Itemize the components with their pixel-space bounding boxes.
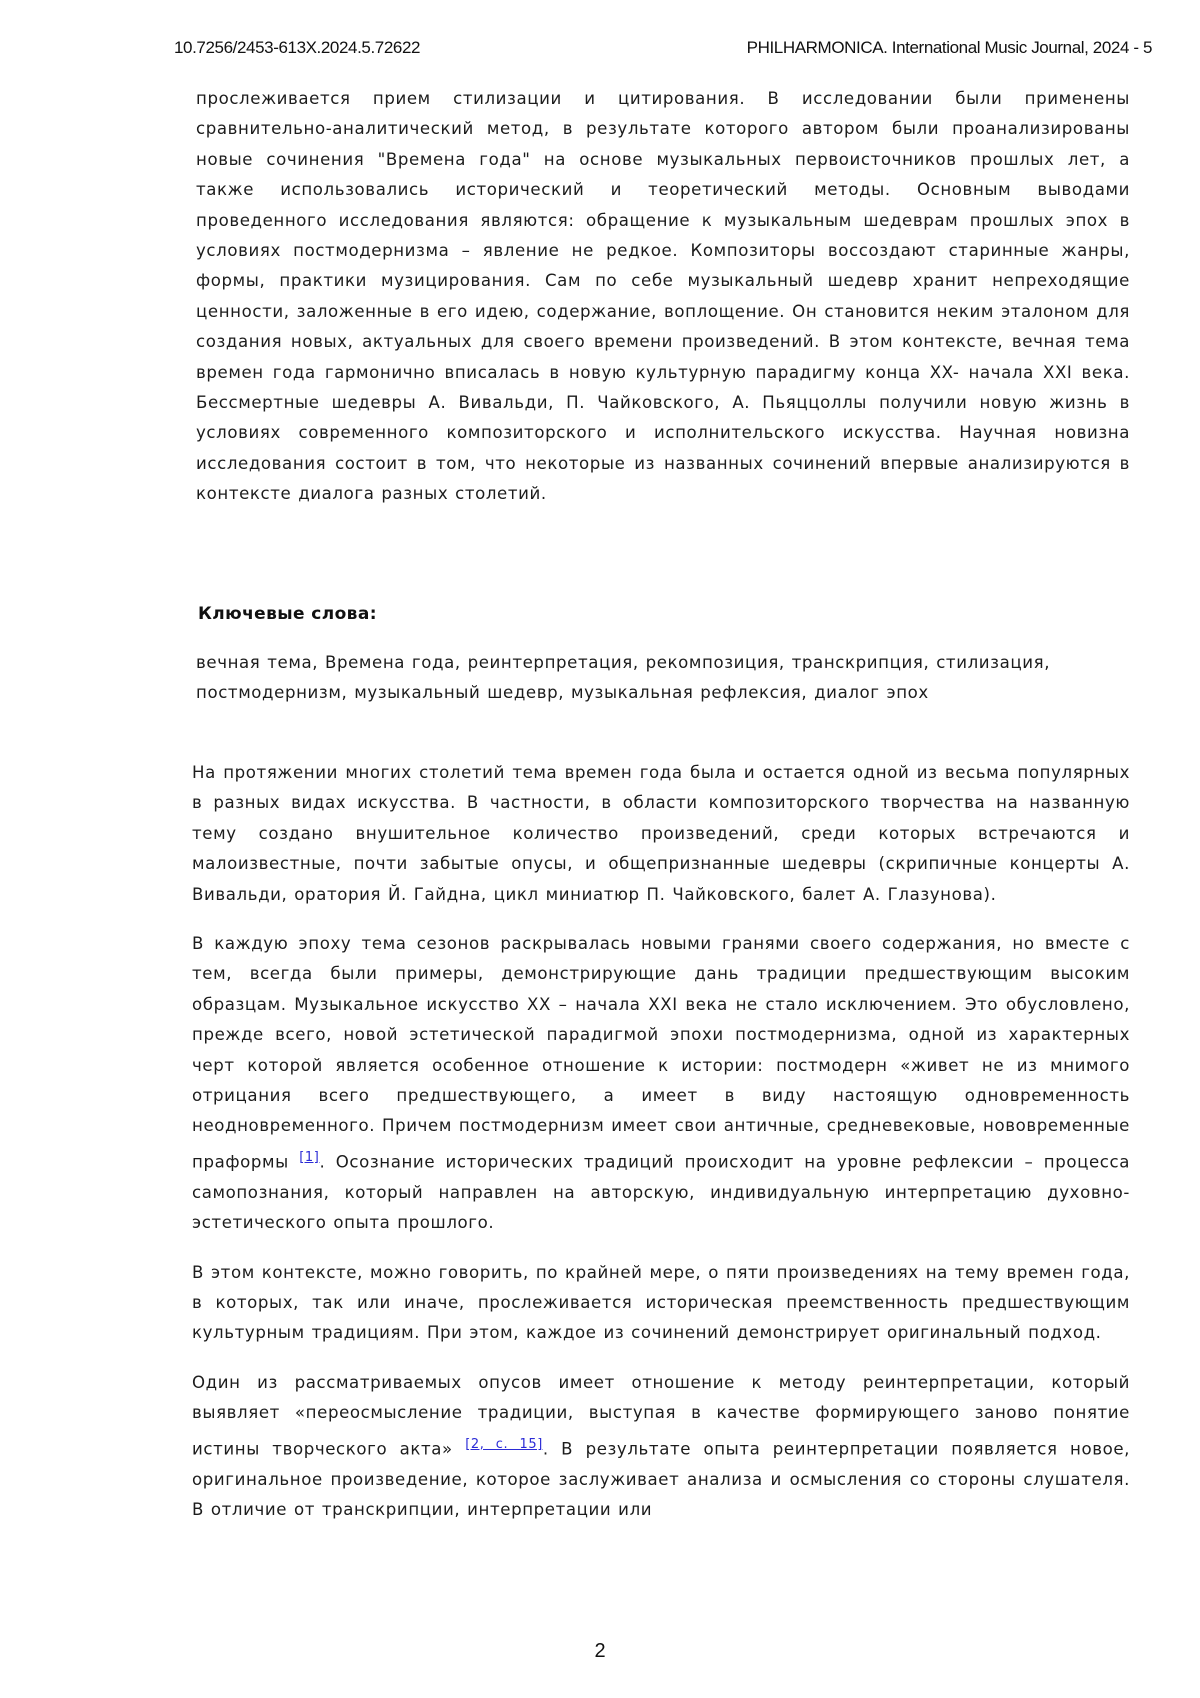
paragraph-4 [192,1368,1130,1526]
keywords-text: вечная тема, Времена года, реинтерпретация, рекомпозиция, транскрипция, стилизация, постмодернизм, музыкальный шедевр, музыкальная рефлексия, диалог эпох [196,653,1051,703]
paragraph-3: В этом контексте, можно говорить, по крайней мере, о пяти произведениях на тему времен года, в которых, так или иначе, прослеживается историческая преемственность предшествующим культурным традициям. При этом, каждое из сочинений демонстрирует оригинальный подход. [192,1262,1130,1343]
running-header [174,38,1152,60]
footnote-ref-2[interactable] [465,1436,543,1452]
abstract-text: прослеживается прием стилизации и цитирования. В исследовании были применены сравнительно-аналитический метод, в результате которого автором были проанализированы новые сочинения "Времена года" на основе музыкальных первоисточников прошлых лет, а также использовались исторический и теоретический методы. Основным выводами проведенного исследования являются: обращение к музыкальным шедеврам прошлых эпох в условиях постмодернизма – явление не редкое. Композиторы воссоздают старинные жанры, формы, практики музицирования. Сам по себе музыкальный шедевр хранит непреходящие ценности, заложенные в его идею, содержание, воплощение. Он становится неким эталоном для создания новых, актуальных для своего времени произведений. В этом контексте, вечная тема времен года гармонично вписалась в новую культурную парадигму конца XX- начала XXI века. Бессмертные шедевры А. Вивальди, П. Чайковского, А. Пьяццоллы получили новую жизнь в условиях современного композиторского и исполнительского искусства. Научная новизна исследования состоит в том, что некоторые из названных сочинений впервые анализируются в контексте диалога разных столетий. [196,89,1130,504]
main-text [192,758,1130,1544]
doi-text: 10.7256/2453-613X.2024.5.72622 [174,38,421,57]
paragraph-1: На протяжении многих столетий тема времен года была и остается одной из весьма популярных в разных видах искусства. В частности, в области композиторского творчества на названную тему создано внушительное количество произведений, среди которых встречаются и малоизвестные, почти забытые опусы, и общепризнанные шедевры (скрипичные концерты А. Вивальди, оратория Й. Гайдна, цикл миниатюр П. Чайковского, балет А. Глазунова). [192,763,1130,904]
keywords-heading: Ключевые слова: [198,604,377,624]
paragraph-4-text-cont: . В результате опыта реинтерпретации появляется новое, оригинальное произведение, которое заслуживает анализа и осмысления со стороны слушателя. В отличие от транскрипции, интерпретации или [192,1439,1131,1519]
paragraph-2-text-cont: . Осознание исторических традиций происходит на уровне рефлексии – процесса самопознания, который направлен на авторскую, индивидуальную интерпретацию духовно-эстетического опыта прошлого. [192,1152,1130,1233]
page-number: 2 [594,1640,606,1662]
paragraph-2-text: В каждую эпоху тема сезонов раскрывалась новыми гранями своего содержания, но вместе с тем, всегда были примеры, демонстрирующие дань традиции предшествующим высоким образцам. Музыкальное искусство XX – начала XXI века не стало исключением. Это обусловлено, прежде всего, новой эстетической парадигмой эпохи постмодернизма, одной из характерных черт которой является особенное отношение к истории: постмодерн «живет не из мнимого отрицания всего предшествующего, а имеет в виду настоящую одновременность неодновременного. Причем постмодернизм имеет свои античные, средневековые, нововременные праформы [192,934,1130,1172]
paragraph-4-text: Один из рассматриваемых опусов имеет отношение к методу реинтерпретации, который выявляет «переосмысление традиции, выступая в качестве формирующего заново понятие истины творческого акта» [192,1372,1130,1459]
footnote-link-2[interactable]: [2, с. 15] [465,1436,543,1452]
journal-title: PHILHARMONICA. International Music Journal, 2024 - 5 [746,38,1152,57]
footnote-ref-1[interactable] [299,1149,319,1165]
paragraph-2 [192,929,1130,1239]
footnote-link-1[interactable]: [1] [299,1149,320,1165]
